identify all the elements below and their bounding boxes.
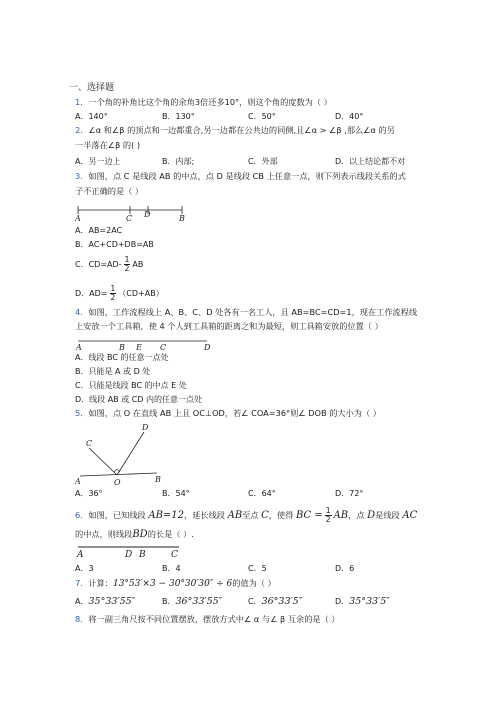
q1-option-d: D．40°: [335, 112, 364, 121]
q2-option-a: A．另一边上: [75, 157, 121, 166]
question-4: [75, 307, 417, 318]
label-b: B: [155, 475, 161, 484]
label-c: C: [171, 550, 178, 560]
label-b: B: [139, 550, 146, 560]
q7-option-d: D．35°33′5″: [335, 596, 390, 607]
label-c: C: [86, 439, 93, 448]
question-number: 6．: [75, 510, 89, 520]
question-3: [75, 171, 406, 182]
label-c: C: [160, 343, 167, 352]
fraction-half: $\frac{1}{2}$: [325, 506, 331, 524]
question-6: 6．如图，已知线段 AB=12，延长线段 AB至点 C，使得 BC = $\frac{1}{2}$ AB，点 D是线段 AC: [75, 506, 418, 524]
question-number: 5．: [75, 408, 89, 418]
q7-option-c: C．36°33′5″: [248, 596, 303, 607]
section-title: 一、选择题: [69, 83, 115, 93]
question-8: [75, 614, 340, 625]
question-number: 2．: [75, 125, 89, 135]
q3-option-d: [75, 285, 164, 302]
q4-option-c: C．只能是线段 BC 的中点 E 处: [75, 381, 187, 390]
question-text: ∠α 和∠β 的顶点和一边都重合,另一边都在公共边的同侧,且∠α > ∠β ,那么∠α 的另: [88, 125, 395, 135]
q1-option-a: A．140°: [75, 112, 108, 121]
question-3-line2: 子不正确的是（ ）: [75, 186, 144, 196]
label-d: D: [144, 210, 151, 219]
question-1: [75, 97, 332, 108]
question-2-line2: 一半落在∠β 的( ): [75, 140, 141, 150]
question-number: 8．: [75, 614, 89, 624]
label-e: E: [136, 343, 142, 352]
q1-option-c: C．50°: [248, 112, 276, 121]
ray-oc: [89, 448, 117, 475]
option-tail: （CD+AB）: [118, 289, 164, 298]
label-o: O: [114, 478, 121, 487]
question-number: 1．: [75, 97, 89, 107]
q7-option-a: A．35°33′55″: [75, 596, 136, 607]
q4-workflow-figure: [75, 334, 215, 352]
label-a: A: [75, 477, 81, 486]
label-c: C: [126, 214, 133, 223]
label-d: D: [204, 343, 211, 352]
question-2: [75, 125, 395, 136]
q6-option-c: C．5: [248, 564, 267, 573]
question-text: 将一副三角尺按不同位置摆放，摆放方式中∠ α 与∠ β 互余的是（ ）: [88, 614, 340, 624]
option-label: C．CD=AD-: [75, 260, 122, 269]
question-text: 如图，点 C 是线段 AB 的中点，点 D 是线段 CB 上任意一点，则下列表示线段关系的式: [88, 171, 406, 181]
expression: 13°53′×3 − 30°30′30″ ÷ 6: [112, 579, 233, 589]
question-number: 3．: [75, 171, 89, 181]
q2-option-d: D．以上结论都不对: [335, 157, 406, 166]
q2-option-c: C．外部: [248, 157, 278, 166]
label-b: B: [179, 214, 185, 223]
fraction-half: $\frac{1}{2}$: [110, 284, 116, 302]
question-4-line2: 上安放一个工具箱，使 4 个人到工具箱的距离之和为最短，则工具箱安放的位置（ ）: [75, 321, 383, 331]
q5-angle-figure: [75, 424, 175, 486]
q5-option-b: B．54°: [162, 489, 190, 498]
question-number: 4．: [75, 307, 89, 317]
question-text: 如图，工作流程线上 A、B、C、D 处各有一名工人，且 AB=BC=CD=1，现在工作流程线: [88, 307, 418, 317]
label-a: A: [75, 214, 81, 223]
ray-od: [117, 432, 144, 475]
label-a: A: [77, 550, 84, 560]
q6-option-a: A．3: [75, 564, 94, 573]
q1-option-b: B．130°: [162, 112, 195, 121]
question-text: 一个角的补角比这个角的余角3倍还多10°，则这个角的度数为（ ）: [88, 97, 332, 107]
label-a: A: [76, 343, 82, 352]
q6-option-b: B．4: [162, 564, 181, 573]
q3-option-b: B．AC+CD+DB=AB: [75, 240, 154, 249]
q3-segment-figure: [75, 200, 190, 222]
q6-segment-figure: [75, 543, 190, 561]
q5-option-d: D．72°: [335, 489, 364, 498]
q3-option-a: A．AB=2AC: [75, 226, 123, 235]
question-text: 如图，点 O 在直线 AB 上且 OC⊥OD，若∠ COA=36°则∠ DOB 的大小为（ ）: [88, 408, 381, 418]
fraction-half: $\frac{1}{2}$: [124, 255, 130, 273]
q5-option-c: C．64°: [248, 489, 276, 498]
option-tail: AB: [132, 260, 144, 269]
question-5: [75, 408, 381, 419]
option-label: D．AD=: [75, 289, 108, 298]
q4-option-b: B．只能是 A 或 D 处: [75, 367, 151, 376]
label-d: D: [142, 423, 149, 432]
label-b: B: [119, 343, 125, 352]
line-ab: [80, 473, 157, 476]
q6-option-d: D．6: [335, 564, 355, 573]
question-7: 7．计算：13°53′×3 − 30°30′30″ ÷ 6的值为（ ）: [75, 578, 276, 589]
q5-option-a: A．36°: [75, 489, 103, 498]
q3-option-c: [75, 256, 143, 273]
label-d: D: [125, 550, 133, 560]
q7-option-b: B．36°33′55″: [162, 596, 223, 607]
q4-option-a: A．线段 BC 的任意一点处: [75, 353, 169, 362]
q4-option-d: D．线段 AB 或 CD 内的任意一点处: [75, 395, 203, 404]
question-number: 7．: [75, 578, 89, 588]
q2-option-b: B．内部;: [162, 157, 195, 166]
question-6-line2: 的中点，则线段BD的长是（ ）.: [75, 529, 194, 540]
